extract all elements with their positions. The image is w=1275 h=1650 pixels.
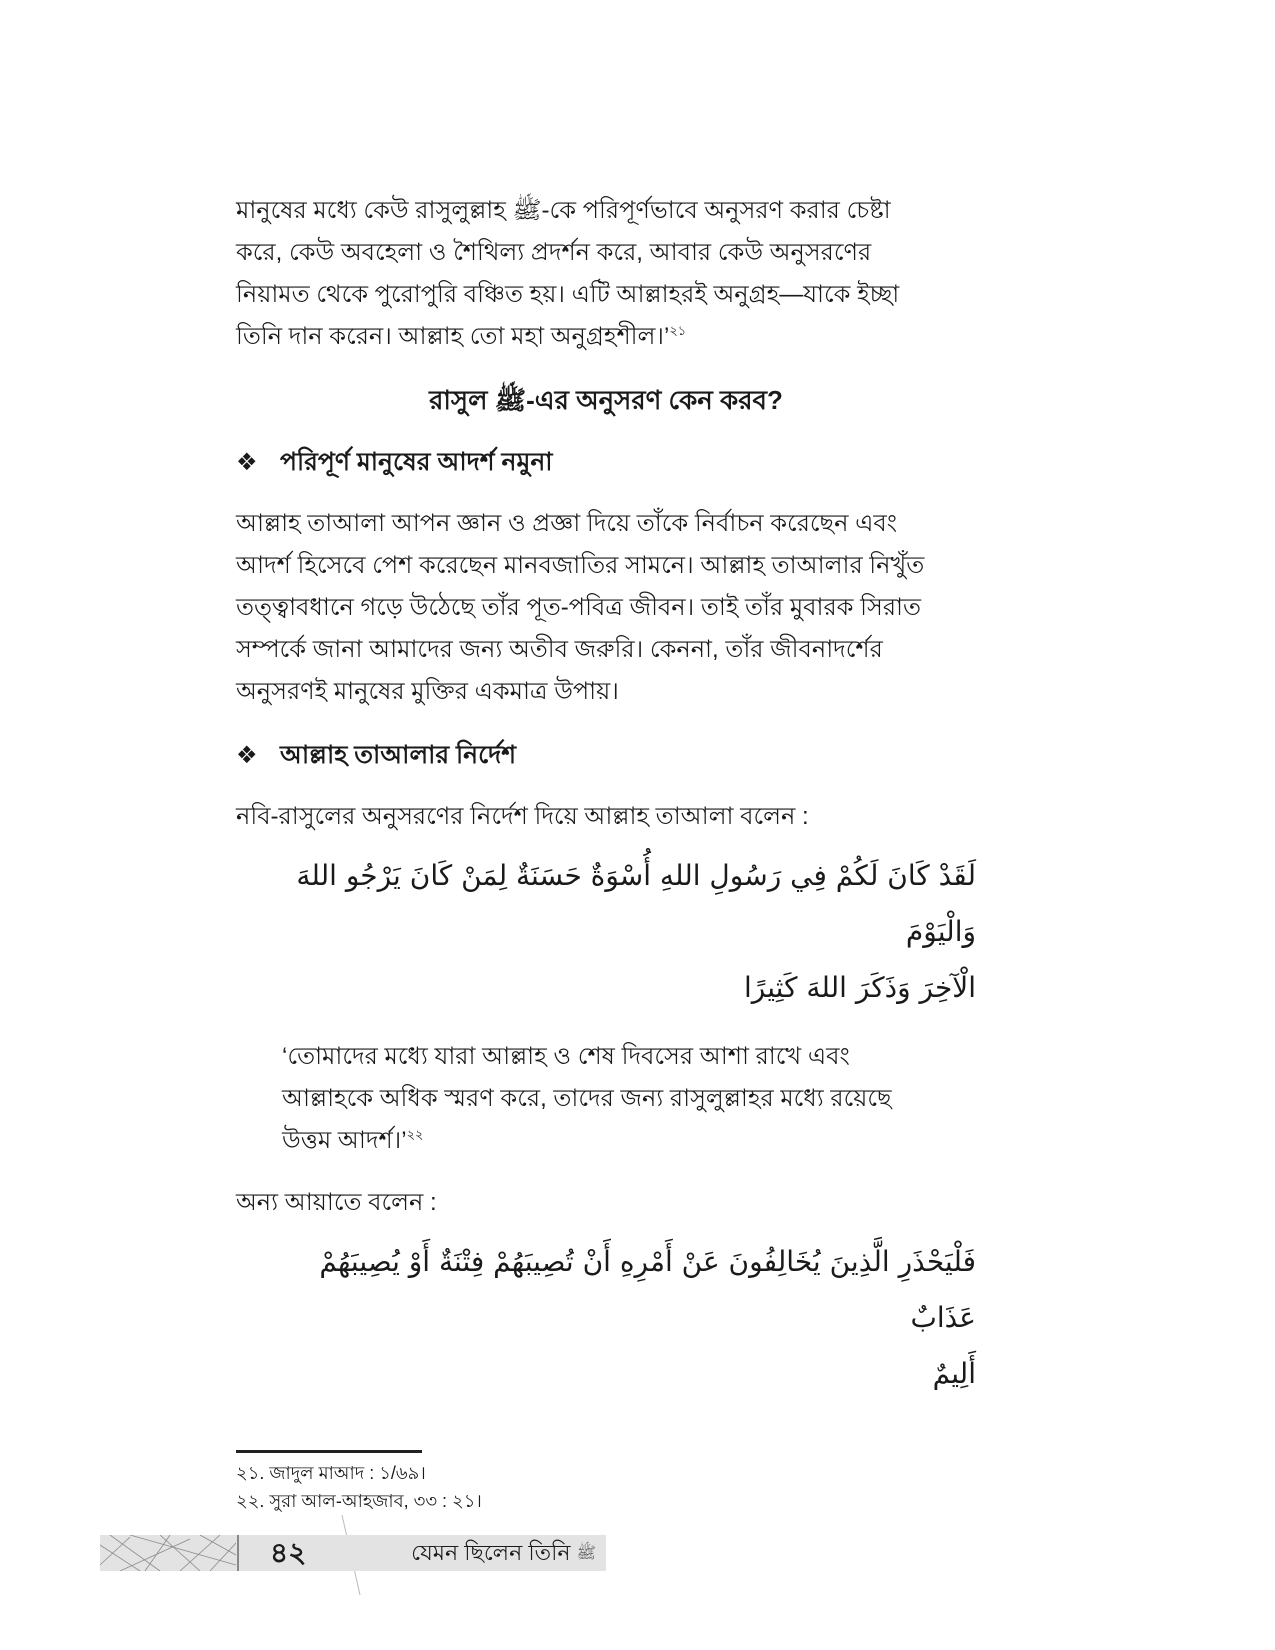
intro-line-2: অন্য আয়াতে বলেন :	[236, 1189, 437, 1216]
paragraph-1	[236, 190, 976, 358]
paragraph-1-line: নিয়ামত থেকে পুরোপুরি বঞ্চিত হয়। এটি আল্লাহরই অনুগ্রহ—যাকে ইচ্ছা	[236, 281, 900, 308]
paragraph-2-line: তত্ত্বাবধানে গড়ে উঠেছে তাঁর পূত-পবিত্র জীবন। তাই তাঁর মুবারক সিরাত	[236, 594, 922, 621]
translation-line: আল্লাহকে অধিক স্মরণ করে, তাদের জন্য রাসুলুল্লাহর মধ্যে রয়েছে	[282, 1085, 892, 1112]
page-number: ৪২	[270, 1537, 307, 1568]
paragraph-2	[236, 503, 976, 713]
footnote-ref-21[interactable]: ২১	[669, 323, 687, 338]
footnote-22: ২২. সুরা আল-আহজাব, ৩৩ : ২১।	[236, 1491, 482, 1511]
translation-line	[282, 1120, 976, 1162]
paragraph-2-line: আল্লাহ তাআলা আপন জ্ঞান ও প্রজ্ঞা দিয়ে তাঁকে নির্বাচন করেছেন এবং	[236, 510, 898, 537]
paragraph-1-line: করে, কেউ অবহেলা ও শৈথিল্য প্রদর্শন করে, আবার কেউ অনুসরণের	[236, 239, 872, 266]
diamond-bullet-icon: ❖	[236, 449, 258, 476]
arabic-verse-line: فَلْيَحْذَرِ الَّذِينَ يُخَالِفُونَ عَنْ أَمْرِهِ أَنْ تُصِيبَهُمْ فِتْنَةٌ أَوْ يُصِيبَهُمْ عَذَابٌ	[319, 1245, 976, 1334]
subheading-text: পরিপূর্ণ মানুষের আদর্শ নমুনা	[280, 448, 553, 476]
paragraph-1-line	[236, 316, 976, 358]
book-title	[411, 1535, 596, 1571]
paragraph-1-line-text: তিনি দান করেন। আল্লাহ তো মহা অনুগ্রহশীল।’	[236, 323, 670, 350]
paragraph-2-line: সম্পর্কে জানা আমাদের জন্য অতীব জরুরি। কেননা, তাঁর জীবনাদর্শের	[236, 636, 883, 663]
salawat-emblem-icon: ﷺ	[576, 1545, 596, 1563]
paragraph-2-line: অনুসরণই মানুষের মুক্তির একমাত্র উপায়।	[236, 678, 619, 705]
arabic-verse-line: لَقَدْ كَانَ لَكُمْ فِي رَسُولِ اللهِ أُسْوَةٌ حَسَنَةٌ لِمَنْ كَانَ يَرْجُو اللهَ وَالْيَوْمَ	[296, 859, 976, 948]
footnotes	[236, 1450, 976, 1515]
subheading-allah-command	[236, 735, 976, 776]
subheading-ideal-model	[236, 442, 976, 483]
translation-line: ‘তোমাদের মধ্যে যারা আল্লাহ ও শেষ দিবসের আশা রাখে এবং	[282, 1043, 850, 1070]
footer-separator	[237, 1535, 239, 1571]
footnote-divider	[236, 1450, 422, 1453]
footnote-21: ২১. জাদুল মাআদ : ১/৬৯।	[236, 1463, 426, 1483]
translation-line-text: উত্তম আদর্শ।’	[282, 1127, 407, 1154]
book-title-text: যেমন ছিলেন তিনি	[411, 1540, 571, 1565]
intro-line-1: নবি-রাসুলের অনুসরণের নির্দেশ দিয়ে আল্লাহ তাআলা বলেন :	[236, 803, 809, 830]
page-content	[236, 0, 976, 1515]
arabic-verse-2	[282, 1234, 976, 1402]
geometric-pattern-icon	[100, 1535, 236, 1571]
arabic-verse-1	[282, 848, 976, 1016]
subheading-text: আল্লাহ তাআলার নির্দেশ	[280, 741, 517, 769]
page-footer	[100, 1535, 606, 1571]
arabic-verse-line: أَلِيمٌ	[932, 1357, 976, 1390]
paragraph-1-line: মানুষের মধ্যে কেউ রাসুলুল্লাহ ﷺ-কে পরিপূর্ণভাবে অনুসরণ করার চেষ্টা	[236, 197, 891, 224]
arabic-verse-line: الْآخِرَ وَذَكَرَ اللهَ كَثِيرًا	[743, 971, 976, 1004]
section-heading: রাসুল ﷺ-এর অনুসরণ কেন করব?	[429, 385, 783, 415]
footnote-ref-22[interactable]: ২২	[406, 1127, 424, 1142]
diamond-bullet-icon: ❖	[236, 742, 258, 769]
translation-1	[282, 1036, 976, 1162]
paragraph-2-line: আদর্শ হিসেবে পেশ করেছেন মানবজাতির সামনে। আল্লাহ তাআলার নিখুঁত	[236, 552, 925, 579]
